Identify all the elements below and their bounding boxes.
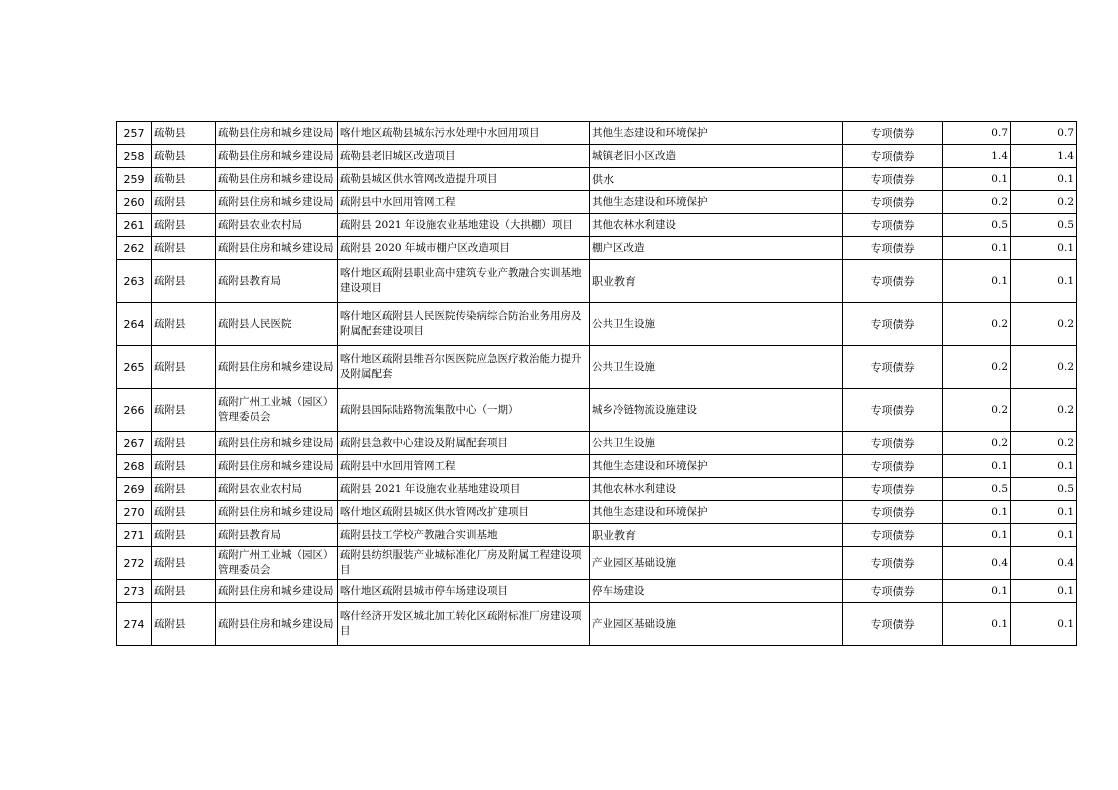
amount-cell: 0.1: [943, 168, 1011, 191]
amount-cell: 0.5: [1011, 478, 1077, 501]
bond-type-cell: 专项债券: [843, 580, 943, 603]
table-row: [117, 389, 1077, 432]
bond-type-cell: 专项债券: [843, 303, 943, 346]
department-cell: 疏勒县住房和城乡建设局: [216, 122, 338, 145]
county-cell: 疏勒县: [152, 145, 216, 168]
row-number: 265: [117, 346, 152, 389]
department-cell: 疏附县教育局: [216, 260, 338, 303]
bond-type-cell: 专项债券: [843, 214, 943, 237]
amount-cell: 0.1: [943, 237, 1011, 260]
amount-cell: 0.1: [1011, 237, 1077, 260]
bond-type-cell: 专项债券: [843, 547, 943, 580]
bond-type-cell: 专项债券: [843, 432, 943, 455]
county-cell: 疏附县: [152, 603, 216, 646]
table-row: [117, 214, 1077, 237]
category-cell: 产业园区基础设施: [590, 547, 843, 580]
category-cell: 停车场建设: [590, 580, 843, 603]
bond-type-cell: 专项债券: [843, 237, 943, 260]
project-name-cell: 疏附县国际陆路物流集散中心（一期）: [338, 389, 590, 432]
table-body: [117, 122, 1077, 646]
category-cell: 其他生态建设和环境保护: [590, 191, 843, 214]
amount-cell: 0.1: [943, 580, 1011, 603]
county-cell: 疏附县: [152, 432, 216, 455]
project-name-cell: 疏勒县城区供水管网改造提升项目: [338, 168, 590, 191]
bond-type-cell: 专项债券: [843, 191, 943, 214]
amount-cell: 0.1: [1011, 580, 1077, 603]
amount-cell: 0.4: [943, 547, 1011, 580]
bond-type-cell: 专项债券: [843, 168, 943, 191]
category-cell: 其他农林水利建设: [590, 478, 843, 501]
category-cell: 其他生态建设和环境保护: [590, 455, 843, 478]
row-number: 260: [117, 191, 152, 214]
project-name-cell: 疏附县 2021 年设施农业基地建设项目: [338, 478, 590, 501]
category-cell: 棚户区改造: [590, 237, 843, 260]
amount-cell: 0.1: [1011, 524, 1077, 547]
amount-cell: 0.2: [943, 191, 1011, 214]
project-name-cell: 喀什地区疏附县城区供水管网改扩建项目: [338, 501, 590, 524]
table-row: [117, 455, 1077, 478]
table-row: [117, 501, 1077, 524]
amount-cell: 1.4: [1011, 145, 1077, 168]
amount-cell: 0.1: [943, 260, 1011, 303]
department-cell: 疏附县教育局: [216, 524, 338, 547]
amount-cell: 0.1: [943, 501, 1011, 524]
row-number: 271: [117, 524, 152, 547]
row-number: 267: [117, 432, 152, 455]
amount-cell: 0.2: [943, 303, 1011, 346]
amount-cell: 0.4: [1011, 547, 1077, 580]
county-cell: 疏附县: [152, 214, 216, 237]
row-number: 264: [117, 303, 152, 346]
row-number: 258: [117, 145, 152, 168]
row-number: 262: [117, 237, 152, 260]
table-row: [117, 168, 1077, 191]
department-cell: 疏附县农业农村局: [216, 214, 338, 237]
row-number: 261: [117, 214, 152, 237]
category-cell: 公共卫生设施: [590, 432, 843, 455]
amount-cell: 0.5: [1011, 214, 1077, 237]
category-cell: 其他生态建设和环境保护: [590, 122, 843, 145]
project-name-cell: 喀什地区疏附县职业高中建筑专业产教融合实训基地建设项目: [338, 260, 590, 303]
category-cell: 产业园区基础设施: [590, 603, 843, 646]
category-cell: 城乡冷链物流设施建设: [590, 389, 843, 432]
amount-cell: 0.7: [943, 122, 1011, 145]
county-cell: 疏附县: [152, 237, 216, 260]
table-row: [117, 547, 1077, 580]
project-name-cell: 疏附县 2021 年设施农业基地建设（大拱棚）项目: [338, 214, 590, 237]
department-cell: 疏附县住房和城乡建设局: [216, 603, 338, 646]
category-cell: 城镇老旧小区改造: [590, 145, 843, 168]
project-name-cell: 喀什地区疏附县城市停车场建设项目: [338, 580, 590, 603]
project-name-cell: 喀什经济开发区城北加工转化区疏附标准厂房建设项目: [338, 603, 590, 646]
county-cell: 疏附县: [152, 580, 216, 603]
department-cell: 疏附县住房和城乡建设局: [216, 346, 338, 389]
amount-cell: 0.1: [943, 603, 1011, 646]
county-cell: 疏附县: [152, 389, 216, 432]
amount-cell: 0.1: [1011, 168, 1077, 191]
bond-type-cell: 专项债券: [843, 501, 943, 524]
department-cell: 疏附县住房和城乡建设局: [216, 237, 338, 260]
bond-type-cell: 专项债券: [843, 145, 943, 168]
county-cell: 疏附县: [152, 455, 216, 478]
category-cell: 公共卫生设施: [590, 303, 843, 346]
amount-cell: 0.2: [1011, 303, 1077, 346]
table-row: [117, 260, 1077, 303]
amount-cell: 0.1: [1011, 455, 1077, 478]
project-name-cell: 疏附县纺织服装产业城标准化厂房及附属工程建设项目: [338, 547, 590, 580]
department-cell: 疏附县住房和城乡建设局: [216, 501, 338, 524]
bond-type-cell: 专项债券: [843, 478, 943, 501]
bond-type-cell: 专项债券: [843, 122, 943, 145]
project-name-cell: 疏附县 2020 年城市棚户区改造项目: [338, 237, 590, 260]
county-cell: 疏附县: [152, 501, 216, 524]
amount-cell: 0.2: [1011, 432, 1077, 455]
county-cell: 疏附县: [152, 524, 216, 547]
category-cell: 其他生态建设和环境保护: [590, 501, 843, 524]
row-number: 270: [117, 501, 152, 524]
project-name-cell: 喀什地区疏附县维吾尔医医院应急医疗救治能力提升及附属配套: [338, 346, 590, 389]
project-name-cell: 疏勒县老旧城区改造项目: [338, 145, 590, 168]
amount-cell: 0.1: [1011, 603, 1077, 646]
bond-type-cell: 专项债券: [843, 260, 943, 303]
table-row: [117, 145, 1077, 168]
bond-type-cell: 专项债券: [843, 603, 943, 646]
project-name-cell: 疏附县急救中心建设及附属配套项目: [338, 432, 590, 455]
county-cell: 疏附县: [152, 191, 216, 214]
amount-cell: 0.2: [943, 346, 1011, 389]
project-name-cell: 疏附县中水回用管网工程: [338, 191, 590, 214]
row-number: 274: [117, 603, 152, 646]
amount-cell: 0.2: [943, 432, 1011, 455]
department-cell: 疏附广州工业城（园区）管理委员会: [216, 389, 338, 432]
table-row: [117, 580, 1077, 603]
amount-cell: 0.5: [943, 214, 1011, 237]
row-number: 257: [117, 122, 152, 145]
row-number: 273: [117, 580, 152, 603]
row-number: 263: [117, 260, 152, 303]
department-cell: 疏附县农业农村局: [216, 478, 338, 501]
row-number: 259: [117, 168, 152, 191]
project-name-cell: 疏附县中水回用管网工程: [338, 455, 590, 478]
bond-type-cell: 专项债券: [843, 524, 943, 547]
project-name-cell: 喀什地区疏勒县城东污水处理中水回用项目: [338, 122, 590, 145]
row-number: 272: [117, 547, 152, 580]
category-cell: 职业教育: [590, 260, 843, 303]
table-row: [117, 303, 1077, 346]
category-cell: 供水: [590, 168, 843, 191]
county-cell: 疏勒县: [152, 168, 216, 191]
table-row: [117, 122, 1077, 145]
amount-cell: 0.2: [943, 389, 1011, 432]
amount-cell: 1.4: [943, 145, 1011, 168]
amount-cell: 0.2: [1011, 389, 1077, 432]
department-cell: 疏勒县住房和城乡建设局: [216, 168, 338, 191]
amount-cell: 0.1: [1011, 260, 1077, 303]
county-cell: 疏附县: [152, 547, 216, 580]
bond-type-cell: 专项债券: [843, 346, 943, 389]
table-row: [117, 237, 1077, 260]
amount-cell: 0.1: [943, 455, 1011, 478]
amount-cell: 0.1: [943, 524, 1011, 547]
table-row: [117, 432, 1077, 455]
department-cell: 疏勒县住房和城乡建设局: [216, 145, 338, 168]
row-number: 269: [117, 478, 152, 501]
amount-cell: 0.5: [943, 478, 1011, 501]
department-cell: 疏附县住房和城乡建设局: [216, 432, 338, 455]
row-number: 266: [117, 389, 152, 432]
category-cell: 职业教育: [590, 524, 843, 547]
department-cell: 疏附县住房和城乡建设局: [216, 191, 338, 214]
county-cell: 疏附县: [152, 303, 216, 346]
table-row: [117, 478, 1077, 501]
table-row: [117, 603, 1077, 646]
bond-project-table: [116, 121, 1077, 646]
table-row: [117, 191, 1077, 214]
county-cell: 疏附县: [152, 478, 216, 501]
project-name-cell: 喀什地区疏附县人民医院传染病综合防治业务用房及附属配套建设项目: [338, 303, 590, 346]
bond-type-cell: 专项债券: [843, 389, 943, 432]
department-cell: 疏附县住房和城乡建设局: [216, 455, 338, 478]
department-cell: 疏附广州工业城（园区）管理委员会: [216, 547, 338, 580]
category-cell: 其他农林水利建设: [590, 214, 843, 237]
category-cell: 公共卫生设施: [590, 346, 843, 389]
table-row: [117, 524, 1077, 547]
amount-cell: 0.7: [1011, 122, 1077, 145]
amount-cell: 0.2: [1011, 346, 1077, 389]
county-cell: 疏附县: [152, 346, 216, 389]
row-number: 268: [117, 455, 152, 478]
bond-type-cell: 专项债券: [843, 455, 943, 478]
amount-cell: 0.1: [1011, 501, 1077, 524]
project-name-cell: 疏附县技工学校产教融合实训基地: [338, 524, 590, 547]
county-cell: 疏勒县: [152, 122, 216, 145]
table-row: [117, 346, 1077, 389]
department-cell: 疏附县住房和城乡建设局: [216, 580, 338, 603]
county-cell: 疏附县: [152, 260, 216, 303]
amount-cell: 0.2: [1011, 191, 1077, 214]
department-cell: 疏附县人民医院: [216, 303, 338, 346]
